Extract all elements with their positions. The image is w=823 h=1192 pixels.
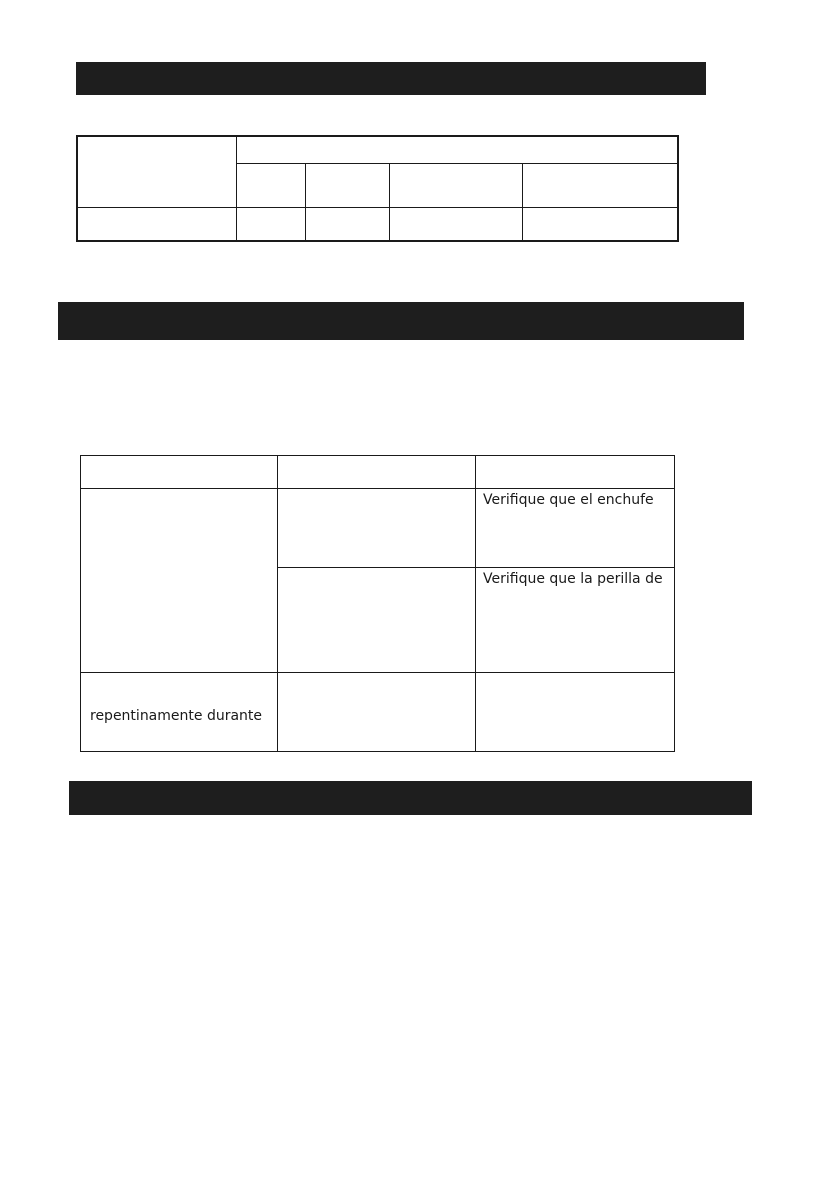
solution-text-plug: Verifique que el enchufe xyxy=(483,492,654,508)
spec-header-group-cell xyxy=(236,136,678,163)
spec-cell xyxy=(77,207,236,241)
spec-subheader-cell xyxy=(522,163,678,207)
troubleshooting-table xyxy=(80,455,675,752)
trouble-cause-cell xyxy=(278,489,476,568)
trouble-problem-cell xyxy=(81,489,278,673)
trouble-cause-cell xyxy=(278,673,476,752)
trouble-solution-cell xyxy=(476,568,675,673)
trouble-row xyxy=(81,673,675,752)
section-heading-bar-2 xyxy=(58,302,744,340)
spec-subheader-cell xyxy=(236,163,305,207)
trouble-solution-cell xyxy=(476,673,675,752)
trouble-header-solution xyxy=(476,456,675,489)
spec-header-label-cell xyxy=(77,136,236,207)
spec-subheader-cell xyxy=(389,163,522,207)
trouble-header-cause xyxy=(278,456,476,489)
trouble-header-row xyxy=(81,456,675,489)
spec-cell xyxy=(389,207,522,241)
trouble-header-problem xyxy=(81,456,278,489)
problem-text-stops: repentinamente durante xyxy=(90,708,263,724)
trouble-row xyxy=(81,489,675,568)
spec-cell xyxy=(236,207,305,241)
spec-subheader-cell xyxy=(305,163,389,207)
solution-text-knob: Verifique que la perilla de xyxy=(483,571,663,587)
spec-data-row xyxy=(77,207,678,241)
spec-cell xyxy=(305,207,389,241)
spec-table xyxy=(76,135,679,242)
spec-cell xyxy=(522,207,678,241)
section-heading-bar-3 xyxy=(69,781,752,815)
trouble-problem-cell xyxy=(81,673,278,752)
trouble-cause-cell xyxy=(278,568,476,673)
trouble-solution-cell xyxy=(476,489,675,568)
section-heading-bar-1 xyxy=(76,62,706,95)
